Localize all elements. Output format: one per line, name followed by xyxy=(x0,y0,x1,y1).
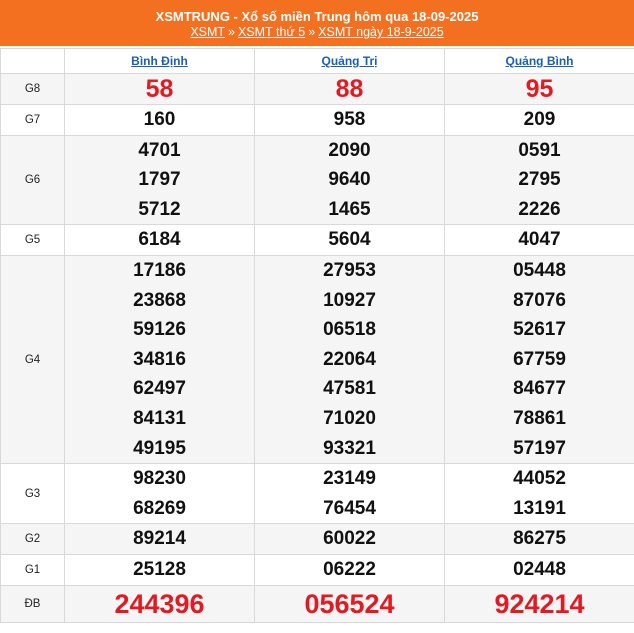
prize-number: 2795 xyxy=(518,169,561,191)
prize-cell xyxy=(255,225,445,256)
prize-cell xyxy=(445,105,634,136)
prize-cell xyxy=(255,135,445,225)
prize-number: 2090 xyxy=(328,139,371,161)
page-header xyxy=(0,0,634,46)
prize-cell xyxy=(445,135,634,225)
prize-label: G7 xyxy=(1,105,65,136)
prize-number: 1465 xyxy=(328,198,371,220)
prize-number: 47581 xyxy=(323,378,376,400)
page-title: XSMTRUNG - Xổ số miền Trung hôm qua 18-09-2025 xyxy=(155,9,479,24)
special-prize-number: 244396 xyxy=(114,588,205,619)
results-table xyxy=(0,48,634,623)
prize-number: 23868 xyxy=(133,289,186,311)
prize-number: 34816 xyxy=(133,348,186,370)
prize-number: 958 xyxy=(333,109,366,130)
breadcrumb xyxy=(0,25,634,39)
prize-number: 84131 xyxy=(133,407,186,429)
prize-row xyxy=(1,135,634,225)
prize-cell xyxy=(445,554,634,585)
prize-number: 44052 xyxy=(513,468,566,490)
prize-number: 23149 xyxy=(323,468,376,490)
prize-row xyxy=(1,74,634,105)
prize-cell xyxy=(65,255,255,463)
prize-cell xyxy=(255,554,445,585)
prize-number: 49195 xyxy=(133,437,186,459)
prize-number: 06222 xyxy=(323,558,376,580)
prize-cell xyxy=(445,225,634,256)
prize-number: 62497 xyxy=(133,378,186,400)
prize-label: ĐB xyxy=(1,585,65,622)
prize-number: 89214 xyxy=(133,528,186,550)
prize-number: 4701 xyxy=(138,139,181,161)
prize-cell xyxy=(445,464,634,524)
prize-cell xyxy=(255,105,445,136)
prize-number: 1797 xyxy=(138,169,181,191)
prize-number: 4047 xyxy=(518,229,561,251)
prize-number: 52617 xyxy=(513,319,566,341)
prize-number: 6184 xyxy=(138,229,181,251)
prize-number: 60022 xyxy=(323,528,376,550)
prize-cell xyxy=(445,255,634,463)
prize-cell xyxy=(445,524,634,555)
prize-cell xyxy=(255,585,445,622)
prize-number: 86275 xyxy=(513,528,566,550)
prize-number: 76454 xyxy=(323,497,376,519)
breadcrumb-separator: » xyxy=(228,25,235,39)
prize-cell xyxy=(65,464,255,524)
prize-number: 9640 xyxy=(328,169,371,191)
prize-row xyxy=(1,554,634,585)
province-header xyxy=(65,49,255,74)
prize-number: 05448 xyxy=(513,259,566,281)
prize-number: 160 xyxy=(143,109,176,130)
prize-cell xyxy=(255,464,445,524)
prize-row xyxy=(1,464,634,524)
prize-label: G3 xyxy=(1,464,65,524)
prize-cell xyxy=(255,255,445,463)
prize-number: 22064 xyxy=(323,348,376,370)
prize-number: 87076 xyxy=(513,289,566,311)
prize-number: 13191 xyxy=(513,497,566,519)
prize-row xyxy=(1,524,634,555)
prize-number: 17186 xyxy=(133,259,186,281)
prize-cell xyxy=(255,74,445,105)
prize-number: 209 xyxy=(523,109,556,130)
prize-cell xyxy=(65,74,255,105)
breadcrumb-xsmt[interactable]: XSMT xyxy=(190,25,226,39)
prize-cell xyxy=(445,74,634,105)
prize-cell xyxy=(65,524,255,555)
prize-number: 93321 xyxy=(323,437,376,459)
prize-label: G2 xyxy=(1,524,65,555)
prize-number: 57197 xyxy=(513,437,566,459)
prize-number: 71020 xyxy=(323,407,376,429)
prize-number: 2226 xyxy=(518,198,561,220)
prize-number: 5604 xyxy=(328,229,371,251)
prize-cell xyxy=(65,135,255,225)
prize-body xyxy=(1,74,634,623)
prize-number: 0591 xyxy=(518,139,561,161)
province-link-quang-tri[interactable]: Quảng Trị xyxy=(321,54,378,68)
special-prize-number: 056524 xyxy=(304,588,395,619)
prize-number: 27953 xyxy=(323,259,376,281)
prize-cell xyxy=(65,554,255,585)
prize-row xyxy=(1,105,634,136)
prize-number: 78861 xyxy=(513,407,566,429)
breadcrumb-xsmt-date[interactable]: XSMT ngày 18-9-2025 xyxy=(318,25,444,39)
province-header xyxy=(445,49,634,74)
prize-row xyxy=(1,225,634,256)
prize-number: 5712 xyxy=(138,198,181,220)
prize-number: 59126 xyxy=(133,319,186,341)
corner-cell xyxy=(1,49,65,74)
province-link-quang-binh[interactable]: Quảng Bình xyxy=(505,54,574,68)
prize-number: 58 xyxy=(145,75,174,103)
prize-cell xyxy=(445,585,634,622)
breadcrumb-xsmt-thu-5[interactable]: XSMT thứ 5 xyxy=(238,25,306,39)
prize-number: 06518 xyxy=(323,319,376,341)
province-header xyxy=(255,49,445,74)
prize-label: G5 xyxy=(1,225,65,256)
prize-cell xyxy=(65,105,255,136)
prize-number: 25128 xyxy=(133,558,186,580)
prize-label: G4 xyxy=(1,255,65,463)
prize-cell xyxy=(255,524,445,555)
prize-number: 10927 xyxy=(323,289,376,311)
province-header-row xyxy=(1,49,634,74)
prize-row xyxy=(1,255,634,463)
prize-cell xyxy=(65,585,255,622)
prize-number: 95 xyxy=(525,75,554,103)
province-link-binh-dinh[interactable]: Bình Định xyxy=(131,54,188,68)
prize-number: 88 xyxy=(335,75,364,103)
special-prize-number: 924214 xyxy=(494,588,585,619)
prize-label: G8 xyxy=(1,74,65,105)
prize-cell xyxy=(65,225,255,256)
prize-number: 02448 xyxy=(513,558,566,580)
prize-row xyxy=(1,585,634,622)
prize-number: 67759 xyxy=(513,348,566,370)
prize-number: 68269 xyxy=(133,497,186,519)
prize-number: 84677 xyxy=(513,378,566,400)
prize-label: G1 xyxy=(1,554,65,585)
prize-number: 98230 xyxy=(133,468,186,490)
prize-label: G6 xyxy=(1,135,65,225)
breadcrumb-separator: » xyxy=(308,25,316,39)
